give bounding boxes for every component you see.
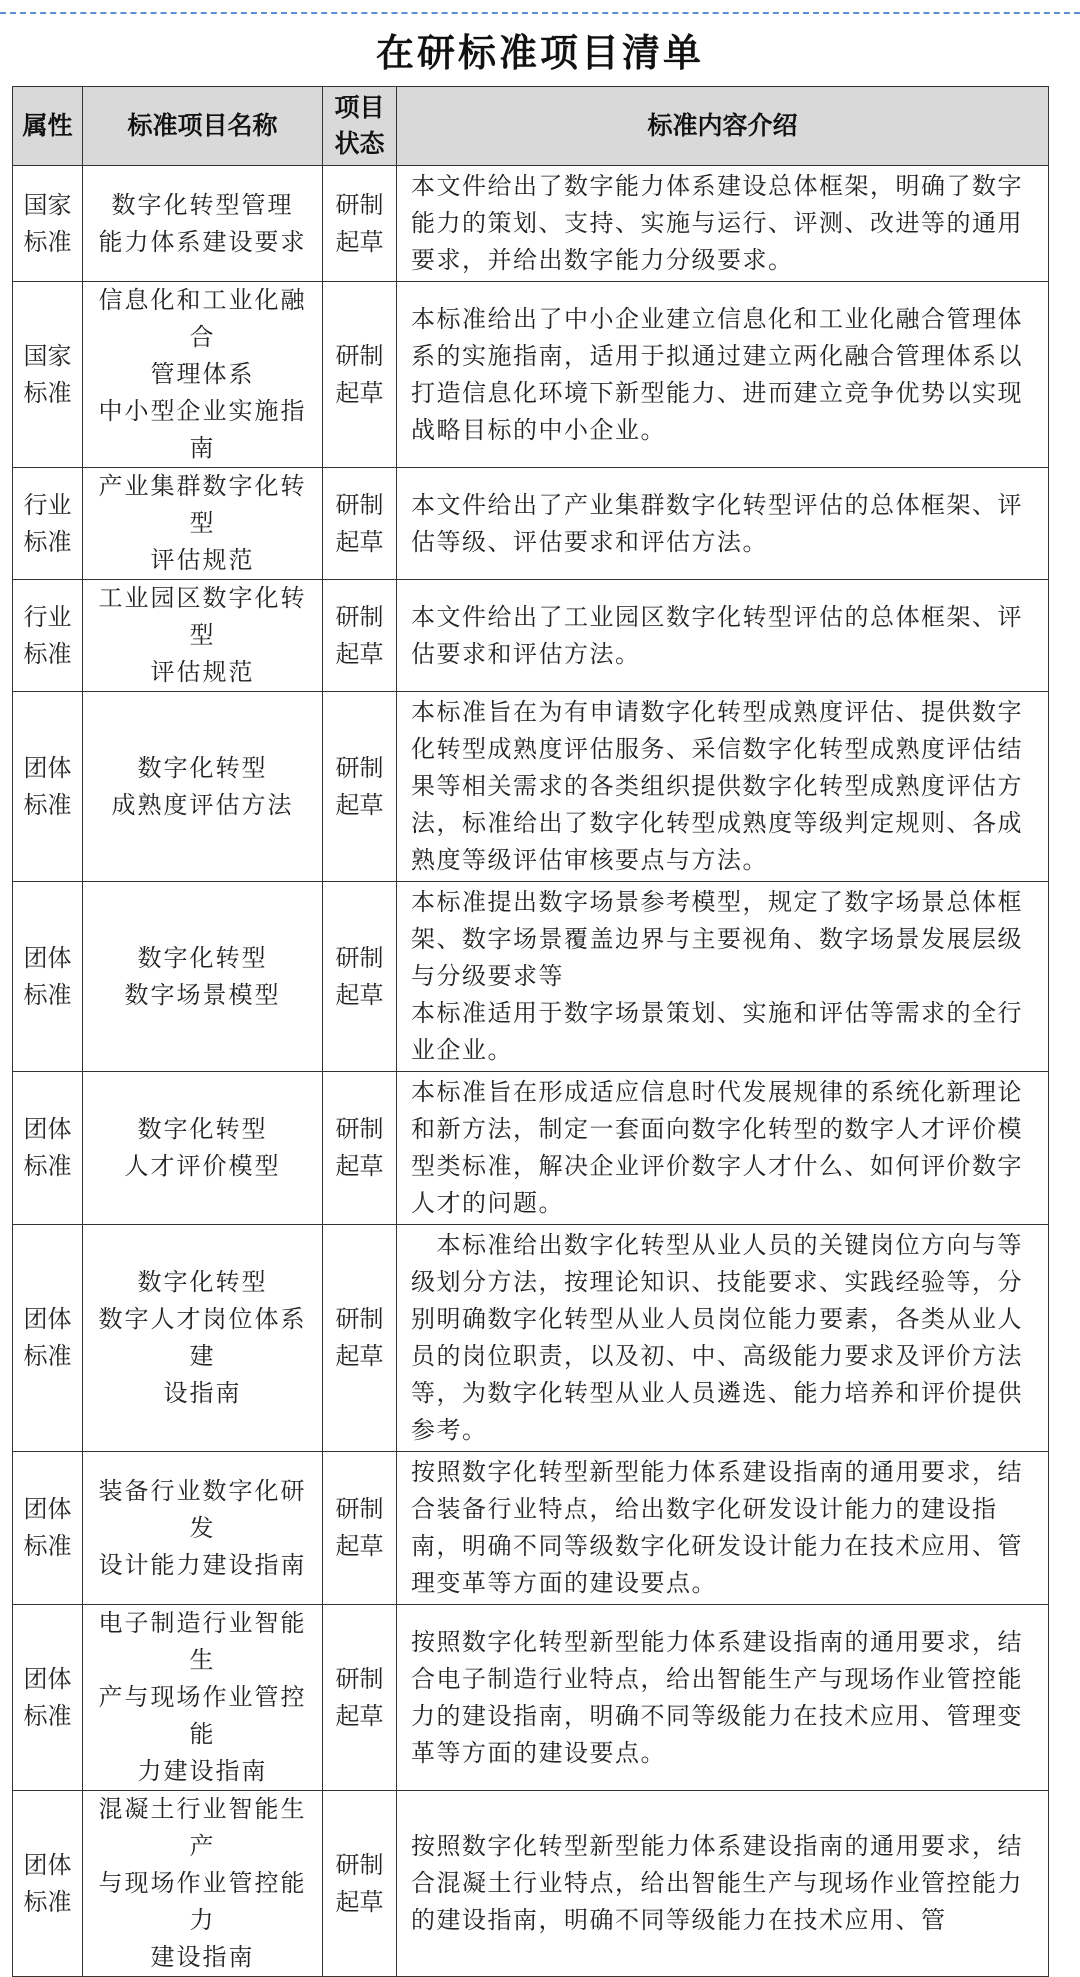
header-name: 标准项目名称 — [83, 87, 323, 166]
row-attr: 团体 标准 — [13, 1605, 83, 1791]
row-status: 研制 起草 — [323, 1225, 397, 1452]
standards-table — [12, 86, 1049, 1977]
page-title: 在研标准项目清单 — [375, 30, 704, 75]
row-desc: 本标准给出数字化转型从业人员的关键岗位方向与等级划分方法，按理论知识、技能要求、实践经验等，分别明确数字化转型从业人员岗位能力要素，各类从业人员的岗位职责，以及初、中、高级能力要求及评价方法等，为数字化转型从业人员遴选、能力培养和评价提供参考。 — [397, 1225, 1049, 1452]
row-desc: 按照数字化转型新型能力体系建设指南的通用要求，结合装备行业特点，给出数字化研发设计能力的建设指南，明确不同等级数字化研发设计能力在技术应用、管理变革等方面的建设要点。 — [397, 1452, 1049, 1605]
table-row — [13, 1225, 1049, 1452]
row-status: 研制 起草 — [323, 692, 397, 882]
row-name: 混凝土行业智能生产 与现场作业管控能力 建设指南 — [83, 1791, 323, 1977]
table-row — [13, 468, 1049, 580]
row-name: 数字化转型 数字人才岗位体系建 设指南 — [83, 1225, 323, 1452]
table-row — [13, 692, 1049, 882]
row-status: 研制 起草 — [323, 166, 397, 282]
row-desc: 本标准给出了中小企业建立信息化和工业化融合管理体系的实施指南，适用于拟通过建立两化融合管理体系以打造信息化环境下新型能力、进而建立竞争优势以实现战略目标的中小企业。 — [397, 282, 1049, 468]
row-desc: 本文件给出了产业集群数字化转型评估的总体框架、评估等级、评估要求和评估方法。 — [397, 468, 1049, 580]
table-row — [13, 580, 1049, 692]
row-status: 研制 起草 — [323, 1605, 397, 1791]
table-row — [13, 282, 1049, 468]
table-row — [13, 882, 1049, 1072]
row-status: 研制 起草 — [323, 580, 397, 692]
row-name: 产业集群数字化转型 评估规范 — [83, 468, 323, 580]
row-attr: 团体 标准 — [13, 1225, 83, 1452]
row-attr: 团体 标准 — [13, 1072, 83, 1225]
row-status: 研制 起草 — [323, 1072, 397, 1225]
row-attr: 团体 标准 — [13, 882, 83, 1072]
row-name: 数字化转型管理 能力体系建设要求 — [83, 166, 323, 282]
row-name: 电子制造行业智能生 产与现场作业管控能 力建设指南 — [83, 1605, 323, 1791]
header-attr: 属性 — [13, 87, 83, 166]
table-row — [13, 1452, 1049, 1605]
row-status: 研制 起草 — [323, 282, 397, 468]
row-desc: 按照数字化转型新型能力体系建设指南的通用要求，结合混凝土行业特点，给出智能生产与现场作业管控能力的建设指南，明确不同等级能力在技术应用、管 — [397, 1791, 1049, 1977]
table-row — [13, 1791, 1049, 1977]
row-name: 数字化转型 数字场景模型 — [83, 882, 323, 1072]
row-status: 研制 起草 — [323, 882, 397, 1072]
table-row — [13, 166, 1049, 282]
row-desc: 本文件给出了工业园区数字化转型评估的总体框架、评估要求和评估方法。 — [397, 580, 1049, 692]
row-attr: 国家 标准 — [13, 282, 83, 468]
row-name: 工业园区数字化转型 评估规范 — [83, 580, 323, 692]
row-desc: 本文件给出了数字能力体系建设总体框架，明确了数字能力的策划、支持、实施与运行、评测、改进等的通用要求，并给出数字能力分级要求。 — [397, 166, 1049, 282]
row-attr: 团体 标准 — [13, 1452, 83, 1605]
row-desc: 本标准提出数字场景参考模型，规定了数字场景总体框架、数字场景覆盖边界与主要视角、数字场景发展层级与分级要求等 本标准适用于数字场景策划、实施和评估等需求的全行业企业。 — [397, 882, 1049, 1072]
row-attr: 团体 标准 — [13, 692, 83, 882]
row-name: 数字化转型 成熟度评估方法 — [83, 692, 323, 882]
header-desc: 标准内容介绍 — [397, 87, 1049, 166]
row-name: 信息化和工业化融合 管理体系 中小型企业实施指南 — [83, 282, 323, 468]
row-attr: 国家 标准 — [13, 166, 83, 282]
top-dashed-rule — [0, 12, 1080, 14]
table-row — [13, 1072, 1049, 1225]
header-status: 项目 状态 — [323, 87, 397, 166]
row-status: 研制 起草 — [323, 1452, 397, 1605]
row-status: 研制 起草 — [323, 468, 397, 580]
row-name: 数字化转型 人才评价模型 — [83, 1072, 323, 1225]
row-name: 装备行业数字化研发 设计能力建设指南 — [83, 1452, 323, 1605]
table-row — [13, 1605, 1049, 1791]
row-attr: 行业 标准 — [13, 468, 83, 580]
row-attr: 团体 标准 — [13, 1791, 83, 1977]
row-desc: 按照数字化转型新型能力体系建设指南的通用要求，结合电子制造行业特点，给出智能生产与现场作业管控能力的建设指南，明确不同等级能力在技术应用、管理变革等方面的建设要点。 — [397, 1605, 1049, 1791]
row-attr: 行业 标准 — [13, 580, 83, 692]
row-desc: 本标准旨在为有申请数字化转型成熟度评估、提供数字化转型成熟度评估服务、采信数字化转型成熟度评估结果等相关需求的各类组织提供数字化转型成熟度评估方法，标准给出了数字化转型成熟度等级判定规则、各成熟度等级评估审核要点与方法。 — [397, 692, 1049, 882]
row-desc: 本标准旨在形成适应信息时代发展规律的系统化新理论和新方法，制定一套面向数字化转型的数字人才评价模型类标准，解决企业评价数字人才什么、如何评价数字人才的问题。 — [397, 1072, 1049, 1225]
row-status: 研制 起草 — [323, 1791, 397, 1977]
table-header-row — [13, 87, 1049, 166]
